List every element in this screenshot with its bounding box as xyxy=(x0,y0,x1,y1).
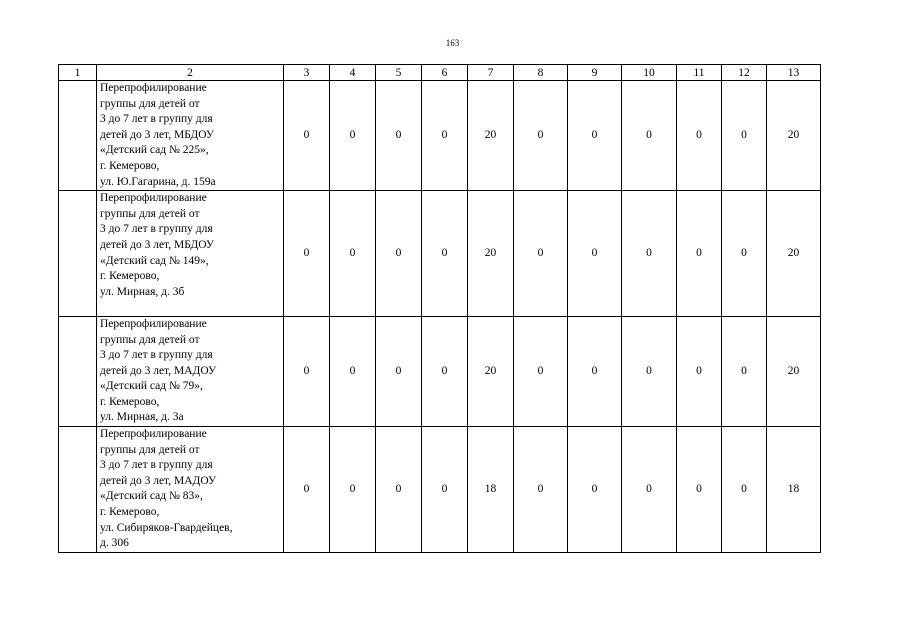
value-cell-col-5: 0 xyxy=(376,81,422,191)
description-cell xyxy=(97,316,284,426)
value-cell-col-11: 0 xyxy=(677,427,722,553)
value-cell-col-11: 0 xyxy=(677,191,722,317)
description-line: детей до 3 лет, МАДОУ xyxy=(100,474,217,487)
column-header-12: 12 xyxy=(722,65,767,81)
description-line: «Детский сад № 83», xyxy=(100,490,203,503)
description-line: г. Кемерово, xyxy=(100,270,160,283)
value-cell-col-6: 0 xyxy=(422,427,468,553)
value-cell-col-7: 18 xyxy=(468,427,514,553)
value-cell-col-7: 20 xyxy=(468,81,514,191)
value-cell-col-4: 0 xyxy=(330,81,376,191)
description-line: 3 до 7 лет в группу для xyxy=(100,459,213,472)
description-line xyxy=(100,300,281,316)
value-cell-col-3: 0 xyxy=(284,316,330,426)
value-cell-col-9: 0 xyxy=(568,191,622,317)
value-cell-col-8: 0 xyxy=(514,427,568,553)
row-number-cell xyxy=(59,427,97,553)
description-line: детей до 3 лет, МБДОУ xyxy=(100,238,215,251)
value-cell-col-13: 20 xyxy=(767,191,821,317)
column-header-7: 7 xyxy=(468,65,514,81)
description-line: д. 306 xyxy=(100,537,129,550)
description-line: детей до 3 лет, МАДОУ xyxy=(100,364,217,377)
description-line: г. Кемерово, xyxy=(100,395,160,408)
row-number-cell xyxy=(59,316,97,426)
table-row xyxy=(59,427,821,553)
description-cell xyxy=(97,427,284,553)
row-number-cell xyxy=(59,191,97,317)
column-header-11: 11 xyxy=(677,65,722,81)
column-header-1: 1 xyxy=(59,65,97,81)
column-header-8: 8 xyxy=(514,65,568,81)
column-header-2: 2 xyxy=(97,65,284,81)
value-cell-col-12: 0 xyxy=(722,191,767,317)
value-cell-col-9: 0 xyxy=(568,316,622,426)
description-line: ул. Мирная, д. 3а xyxy=(100,411,184,424)
description-line: Перепрофилирование xyxy=(100,317,207,330)
description-line: г. Кемерово, xyxy=(100,159,160,172)
value-cell-col-12: 0 xyxy=(722,81,767,191)
value-cell-col-5: 0 xyxy=(376,316,422,426)
description-line: группы для детей от xyxy=(100,443,200,456)
description-line: 3 до 7 лет в группу для xyxy=(100,223,213,236)
description-line: «Детский сад № 79», xyxy=(100,380,203,393)
header-row xyxy=(59,65,821,81)
value-cell-col-7: 20 xyxy=(468,191,514,317)
description-line: «Детский сад № 225», xyxy=(100,144,209,157)
table-row xyxy=(59,191,821,317)
description-line: Перепрофилирование xyxy=(100,192,207,205)
value-cell-col-9: 0 xyxy=(568,81,622,191)
description-line: «Детский сад № 149», xyxy=(100,254,209,267)
value-cell-col-6: 0 xyxy=(422,191,468,317)
column-header-13: 13 xyxy=(767,65,821,81)
description-line: 3 до 7 лет в группу для xyxy=(100,113,213,126)
value-cell-col-13: 20 xyxy=(767,81,821,191)
column-header-10: 10 xyxy=(622,65,677,81)
value-cell-col-4: 0 xyxy=(330,191,376,317)
program-table xyxy=(58,64,821,553)
description-line: группы для детей от xyxy=(100,207,200,220)
table-row xyxy=(59,316,821,426)
value-cell-col-4: 0 xyxy=(330,316,376,426)
description-line: детей до 3 лет, МБДОУ xyxy=(100,128,215,141)
description-line: г. Кемерово, xyxy=(100,506,160,519)
column-header-4: 4 xyxy=(330,65,376,81)
table-body xyxy=(59,81,821,553)
value-cell-col-13: 20 xyxy=(767,316,821,426)
value-cell-col-11: 0 xyxy=(677,81,722,191)
column-header-5: 5 xyxy=(376,65,422,81)
column-header-9: 9 xyxy=(568,65,622,81)
value-cell-col-8: 0 xyxy=(514,316,568,426)
description-line: ул. Сибиряков-Гвардейцев, xyxy=(100,521,233,534)
value-cell-col-10: 0 xyxy=(622,316,677,426)
description-line: 3 до 7 лет в группу для xyxy=(100,349,213,362)
value-cell-col-12: 0 xyxy=(722,427,767,553)
value-cell-col-10: 0 xyxy=(622,427,677,553)
value-cell-col-11: 0 xyxy=(677,316,722,426)
description-line: ул. Ю.Гагарина, д. 159а xyxy=(100,175,216,188)
value-cell-col-3: 0 xyxy=(284,81,330,191)
row-number-cell xyxy=(59,81,97,191)
description-line: группы для детей от xyxy=(100,333,200,346)
value-cell-col-7: 20 xyxy=(468,316,514,426)
description-line: Перепрофилирование xyxy=(100,82,207,94)
value-cell-col-3: 0 xyxy=(284,427,330,553)
column-header-6: 6 xyxy=(422,65,468,81)
value-cell-col-6: 0 xyxy=(422,316,468,426)
value-cell-col-10: 0 xyxy=(622,81,677,191)
value-cell-col-9: 0 xyxy=(568,427,622,553)
value-cell-col-4: 0 xyxy=(330,427,376,553)
table-row xyxy=(59,81,821,191)
description-cell xyxy=(97,81,284,191)
value-cell-col-12: 0 xyxy=(722,316,767,426)
description-line: Перепрофилирование xyxy=(100,428,207,441)
value-cell-col-8: 0 xyxy=(514,81,568,191)
description-line: группы для детей от xyxy=(100,97,200,110)
value-cell-col-5: 0 xyxy=(376,191,422,317)
column-header-3: 3 xyxy=(284,65,330,81)
description-line: ул. Мирная, д. 3б xyxy=(100,285,185,298)
value-cell-col-5: 0 xyxy=(376,427,422,553)
page-number: 163 xyxy=(445,38,460,48)
description-cell xyxy=(97,191,284,317)
value-cell-col-13: 18 xyxy=(767,427,821,553)
value-cell-col-10: 0 xyxy=(622,191,677,317)
value-cell-col-6: 0 xyxy=(422,81,468,191)
value-cell-col-3: 0 xyxy=(284,191,330,317)
value-cell-col-8: 0 xyxy=(514,191,568,317)
